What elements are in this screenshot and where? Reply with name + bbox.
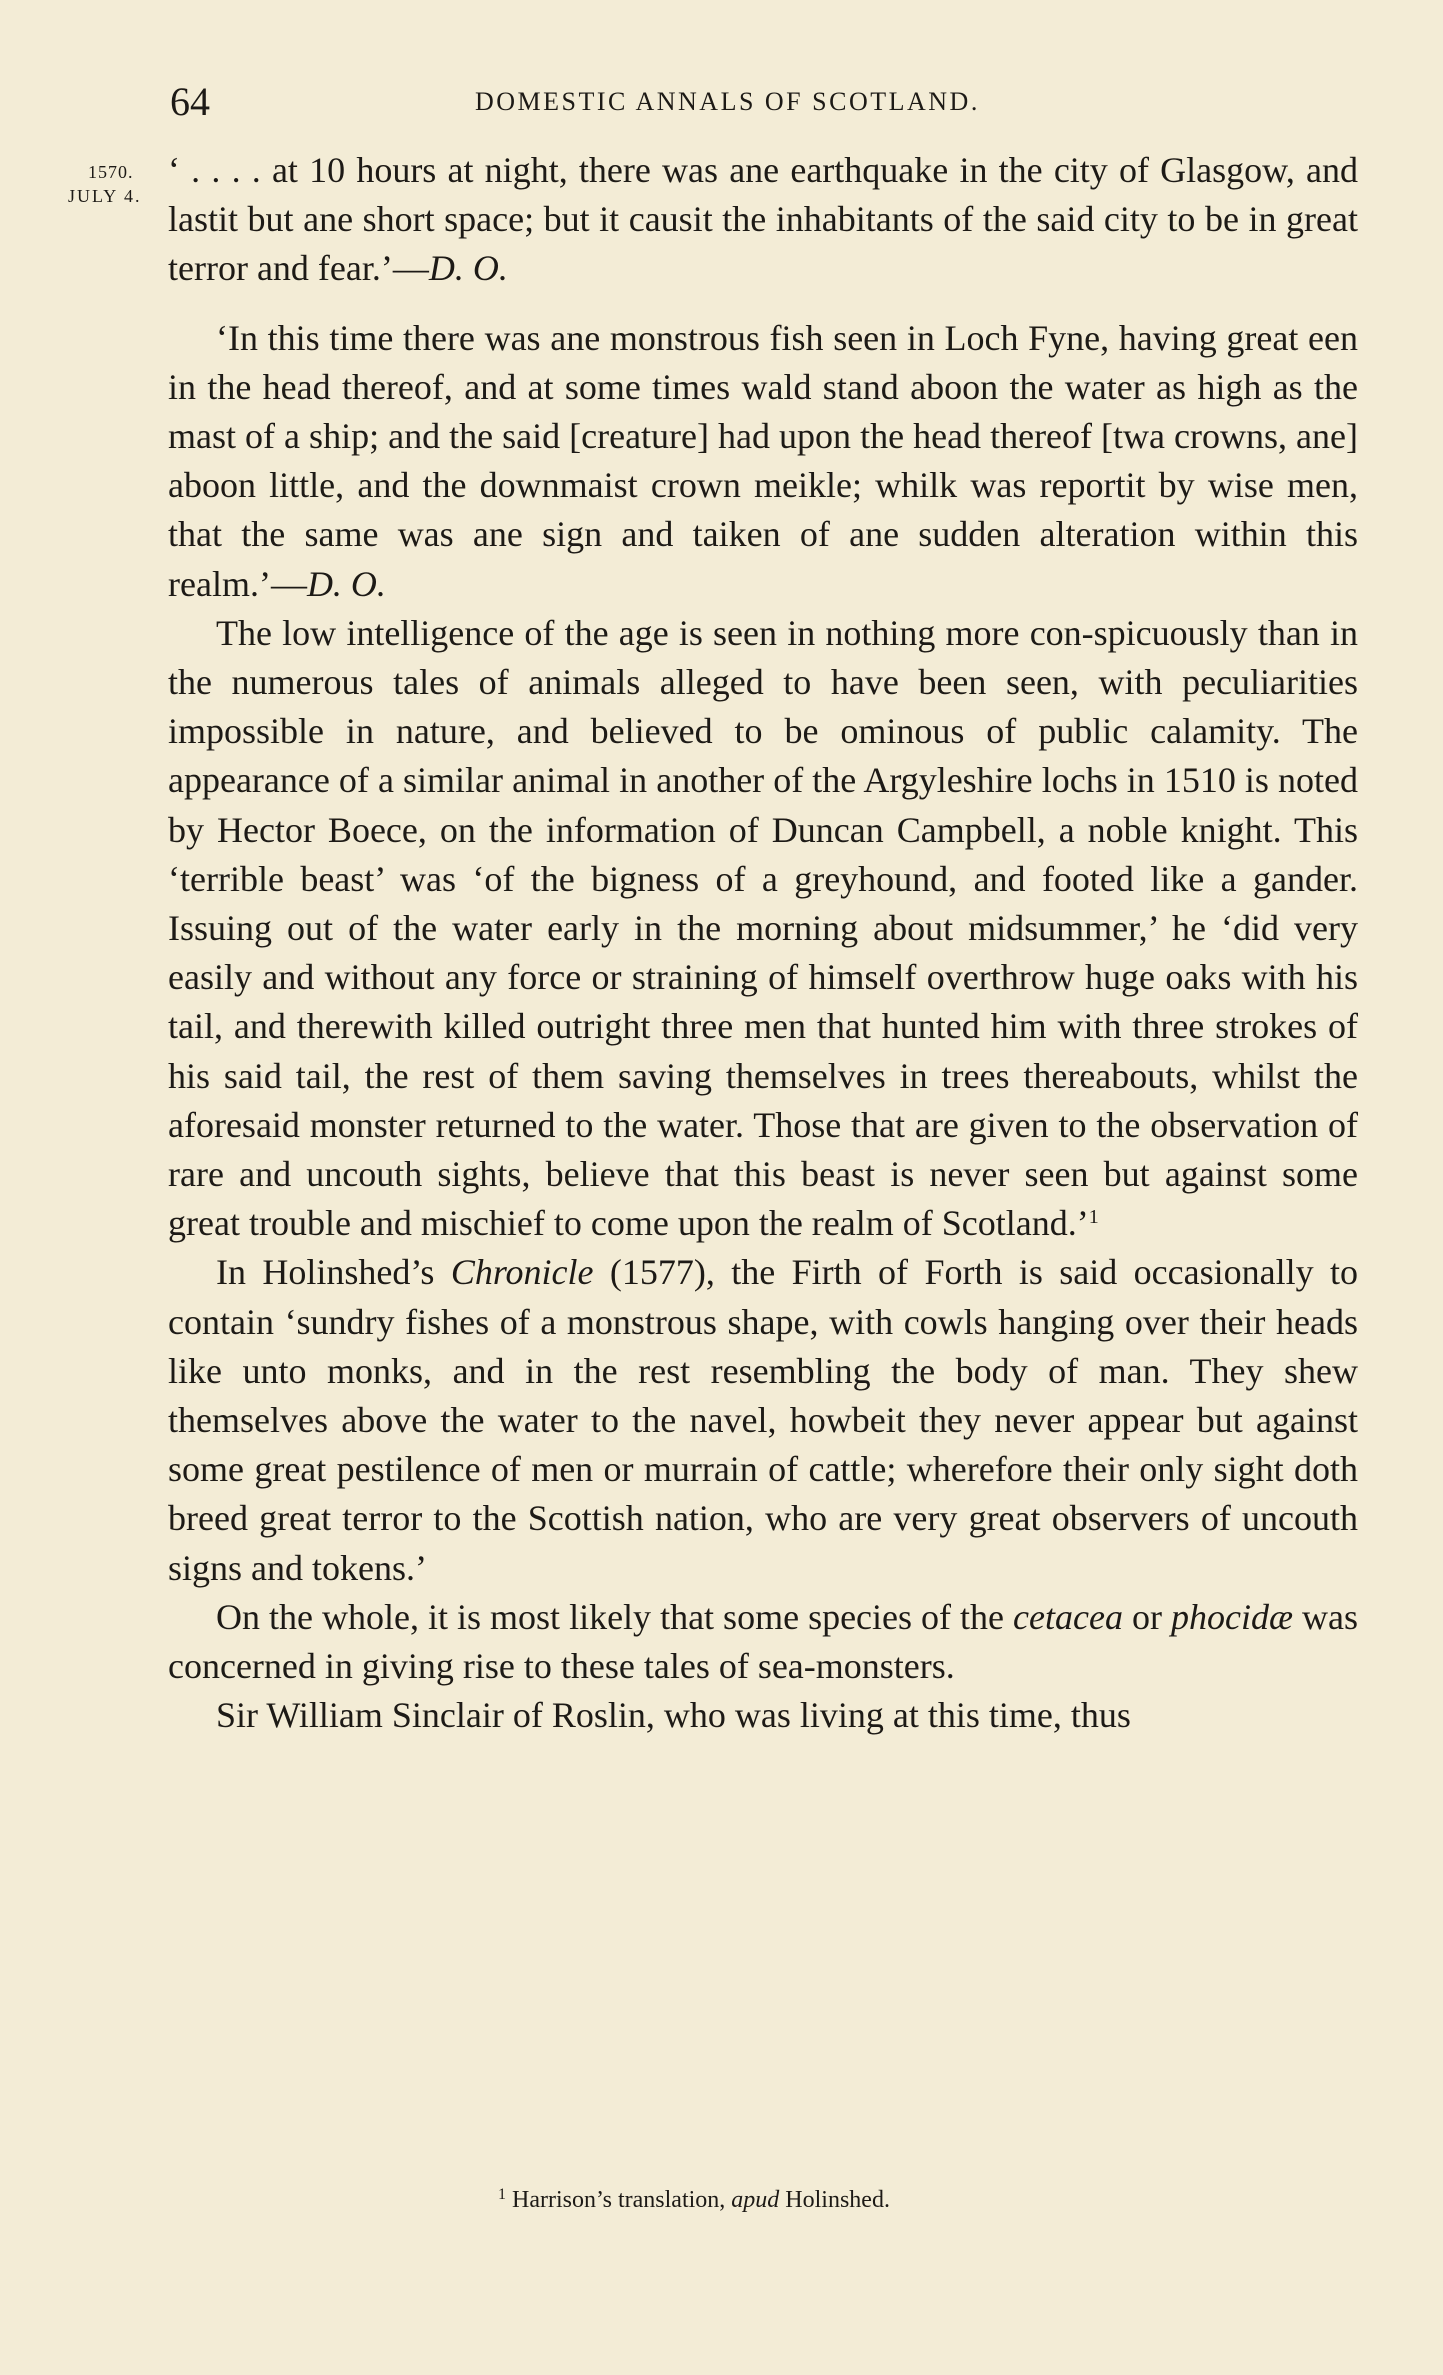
book-title: Chronicle xyxy=(450,1252,594,1293)
paragraph-text: In Holinshed’s xyxy=(216,1252,451,1293)
footnote-reference[interactable]: 1 xyxy=(1088,1206,1099,1229)
page-number: 64 xyxy=(170,79,210,124)
source-citation: D. O. xyxy=(428,248,508,289)
paragraph-text: ‘ . . . . at 10 hours at night, there was ane earthquake in the city of Glasgow, and lastit but ane short space; but it causit the inhabitants of the said city to be in great terror and fear.’— xyxy=(168,150,1358,289)
paragraph-text: was concerned in giving rise to these tales of sea-monsters. xyxy=(168,1596,1358,1687)
margin-date: JULY 4. xyxy=(68,186,142,206)
source-citation: D. O. xyxy=(306,563,386,604)
paragraph-sinclair xyxy=(168,1691,1358,1740)
paragraph-text: Sir William Sinclair of Roslin, who was living at this time, thus xyxy=(216,1695,1131,1736)
running-head: DOMESTIC ANNALS OF SCOTLAND. xyxy=(475,87,980,116)
paragraph-text: ‘In this time there was ane monstrous fish seen in Loch Fyne, having great een in the head thereof, and at some times wald stand aboon the water as high as the mast of a ship; and the said [creature] had upon the head thereof [twa crowns, ane] aboon little, and the downmaist crown meikle; whilk was reportit by wise men, that the same was ane sign and taiken of ane sudden alteration within this realm.’— xyxy=(168,317,1358,604)
paragraph-text: On the whole, it is most likely that some species of the xyxy=(216,1596,1014,1637)
margin-note xyxy=(68,160,153,208)
footnote-italic: apud xyxy=(731,2187,780,2213)
paragraph-holinshed xyxy=(168,1248,1358,1592)
paragraph-cetacea xyxy=(168,1593,1358,1691)
species-term: phocidæ xyxy=(1170,1596,1293,1637)
footnote-text: Harrison’s translation, xyxy=(506,2187,732,2213)
paragraph-text: or xyxy=(1122,1596,1171,1637)
body-text xyxy=(168,146,1358,1741)
species-term: cetacea xyxy=(1013,1596,1123,1637)
paragraph-low-intelligence xyxy=(168,609,1358,1249)
footnote-text: Holinshed. xyxy=(779,2187,890,2213)
paragraph-earthquake xyxy=(168,146,1358,294)
footnote xyxy=(498,2184,890,2216)
margin-year: 1570. xyxy=(88,162,134,182)
footnote-mark: 1 xyxy=(498,2186,506,2203)
paragraph-text: (1577), the Firth of Forth is said occasionally to contain ‘sundry fishes of a monstrous shape, with cowls hanging over their heads like unto monks, and in the rest resembling the body of man. They shew themselves above the water to the navel, howbeit they never appear but against some great pestilence of men or murrain of cattle; wherefore their only sight doth breed great terror to the Scottish nation, who are very great observers of uncouth signs and tokens.’ xyxy=(168,1252,1359,1588)
paragraph-text: The low intelligence of the age is seen in nothing more con-spicuously than in the numerous tales of animals alleged to have been seen, with peculiarities impossible in nature, and believed to be ominous of public calamity. The appearance of a similar animal in another of the Argyleshire lochs in 1510 is noted by Hector Boece, on the information of Duncan Campbell, a noble knight. This ‘terrible beast’ was ‘of the bigness of a greyhound, and footed like a gander. Issuing out of the water early in the morning about midsummer,’ he ‘did very easily and without any force or straining of himself overthrow huge oaks with his tail, and therewith killed outright three men that hunted him with three strokes of his said tail, the rest of them saving themselves in trees thereabouts, whilst the aforesaid monster returned to the water. Those that are given to the observation of rare and uncouth sights, believe that this beast is never seen but against some great trouble and mischief to come upon the realm of Scotland.’ xyxy=(168,612,1358,1244)
paragraph-monstrous-fish xyxy=(168,314,1358,609)
